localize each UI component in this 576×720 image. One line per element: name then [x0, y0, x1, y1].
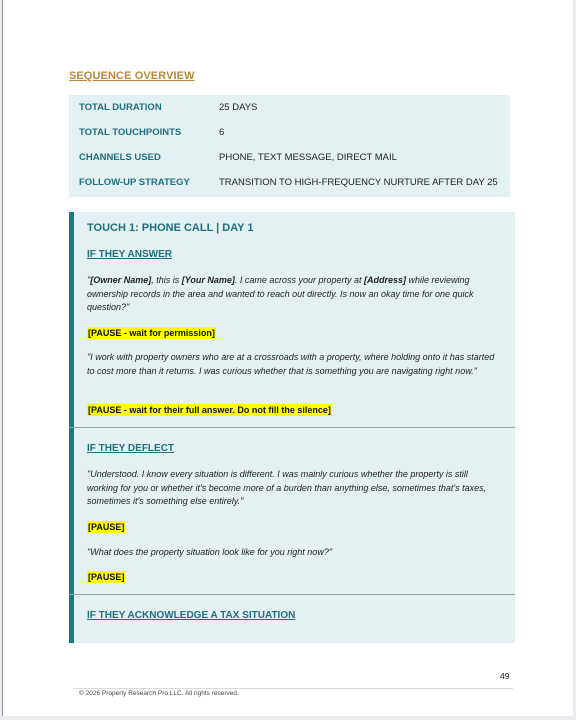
- answer-followup-quote: "I work with property owners who are at a crossroads with a property, where holding onto it has started to cost more than it returns. I was curious whether that is something you are navigating right now.": [87, 352, 495, 376]
- pause-highlight: [PAUSE]: [88, 522, 125, 532]
- overview-label: CHANNELS USED: [79, 152, 161, 163]
- owner-name-placeholder: [Owner Name]: [90, 275, 152, 285]
- section-divider: [69, 594, 515, 595]
- overview-label: FOLLOW-UP STRATEGY: [79, 177, 190, 188]
- page-number: 49: [500, 671, 510, 681]
- section-divider: [69, 427, 515, 428]
- answer-script-quote: "[Owner Name], this is [Your Name]. I came across your property at [Address] while reviewing ownership records in the area and wanted to reach out directly. Is now an okay time for one quick question?": [87, 275, 474, 312]
- overview-row-touchpoints: [69, 120, 510, 145]
- overview-table: [69, 95, 510, 197]
- your-name-placeholder: [Your Name]: [181, 275, 235, 285]
- document-page: [2, 0, 573, 716]
- pause-highlight: [PAUSE - wait for their full answer. Do not fill the silence]: [88, 405, 331, 415]
- overview-label: TOTAL TOUCHPOINTS: [79, 127, 182, 138]
- overview-value: 6: [219, 127, 225, 138]
- if-they-acknowledge-tax-heading: IF THEY ACKNOWLEDGE A TAX SITUATION: [87, 610, 296, 621]
- overview-row-duration: [69, 95, 510, 120]
- overview-label: TOTAL DURATION: [79, 102, 162, 113]
- footer-divider: [73, 688, 513, 689]
- pause-highlight: [PAUSE - wait for permission]: [88, 328, 215, 338]
- overview-value: 25 DAYS: [219, 102, 258, 113]
- overview-value: PHONE, TEXT MESSAGE, DIRECT MAIL: [219, 152, 397, 163]
- section-title: SEQUENCE OVERVIEW: [69, 70, 195, 82]
- overview-row-channels: [69, 145, 510, 170]
- if-they-answer-heading: IF THEY ANSWER: [87, 249, 173, 260]
- touch-card: [69, 212, 515, 643]
- footer-copyright: © 2026 Property Research Pro LLC. All rights reserved.: [79, 690, 239, 697]
- overview-value: TRANSITION TO HIGH-FREQUENCY NURTURE AFTER DAY 25: [219, 177, 498, 188]
- if-they-deflect-heading: IF THEY DEFLECT: [87, 443, 175, 454]
- deflect-script-quote: "Understood. I know every situation is different. I was mainly curious whether the property is still working for you or whether it's become more of a burden than anything else, sometimes that's taxes, sometimes it's something else entirely.": [87, 469, 487, 506]
- deflect-followup-quote: "What does the property situation look like for you right now?": [87, 547, 333, 557]
- overview-row-strategy: [69, 170, 510, 195]
- touch-title: TOUCH 1: PHONE CALL | DAY 1: [87, 222, 254, 234]
- pause-highlight: [PAUSE]: [88, 572, 125, 582]
- address-placeholder: [Address]: [363, 275, 406, 285]
